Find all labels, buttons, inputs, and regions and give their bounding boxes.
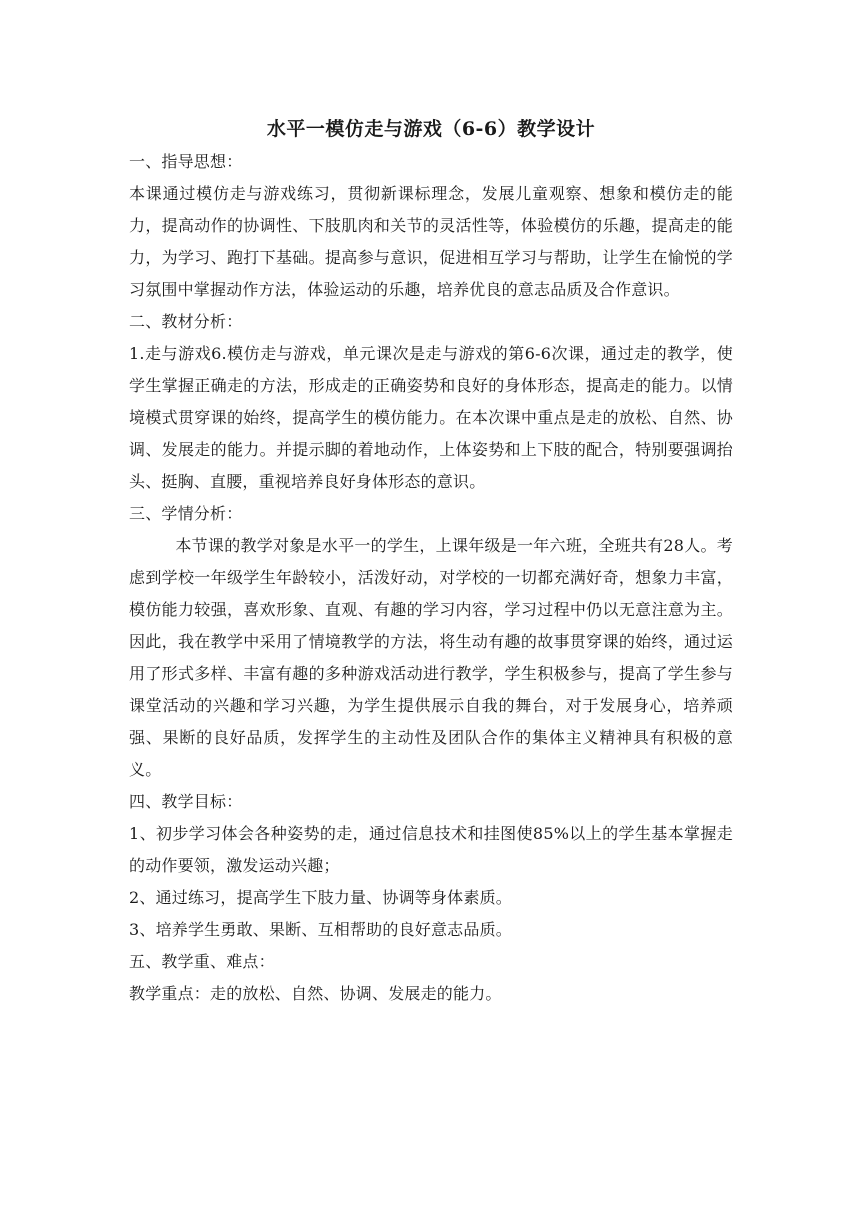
paragraph-student-analysis: 本节课的教学对象是水平一的学生，上课年级是一年六班，全班共有28人。考虑到学校一年级学生年龄较小，活泼好动，对学校的一切都充满好奇，想象力丰富，模仿能力较强，喜欢形象、直观、有趣的学习内容，学习过程中仍以无意注意为主。因此，我在教学中采用了情境教学的方法，将生动有趣的故事贯穿课的始终，通过运用了形式多样、丰富有趣的多种游戏活动进行教学，学生积极参与，提高了学生参与课堂活动的兴趣和学习兴趣，为学生提供展示自我的舞台，对于发展身心，培养顽强、果断的良好品质，发挥学生的主动性及团队合作的集体主义精神具有积极的意义。: [129, 536, 733, 779]
section-heading-student-analysis: 三、学情分析：: [129, 504, 243, 523]
paragraph-key-point: 教学重点：走的放松、自然、协调、发展走的能力。: [129, 984, 502, 1003]
goal-item-2: 2、通过练习，提高学生下肢力量、协调等身体素质。: [129, 888, 512, 907]
section-heading-teaching-goals: 四、教学目标：: [129, 792, 243, 811]
document-title: 水平一模仿走与游戏（6-6）教学设计: [266, 118, 596, 140]
section-heading-guiding-ideology: 一、指导思想：: [129, 152, 243, 171]
section-heading-key-points: 五、教学重、难点：: [129, 952, 275, 971]
goal-item-1: 1、初步学习体会各种姿势的走，通过信息技术和挂图使85%以上的学生基本掌握走的动作要领，激发运动兴趣；: [129, 824, 733, 875]
paragraph-material-analysis: 1.走与游戏6.模仿走与游戏，单元课次是走与游戏的第6-6次课，通过走的教学，使学生掌握正确走的方法，形成走的正确姿势和良好的身体形态，提高走的能力。以情境模式贯穿课的始终，提高学生的模仿能力。在本次课中重点是走的放松、自然、协调、发展走的能力。并提示脚的着地动作，上体姿势和上下肢的配合，特别要强调抬头、挺胸、直腰，重视培养良好身体形态的意识。: [129, 344, 733, 491]
section-heading-material-analysis: 二、教材分析：: [129, 312, 243, 331]
document-page: [129, 112, 733, 1010]
paragraph-guiding-ideology: 本课通过模仿走与游戏练习，贯彻新课标理念，发展儿童观察、想象和模仿走的能力，提高动作的协调性、下肢肌肉和关节的灵活性等，体验模仿的乐趣，提高走的能力，为学习、跑打下基础。提高参与意识，促进相互学习与帮助，让学生在愉悦的学习氛围中掌握动作方法，体验运动的乐趣，培养优良的意志品质及合作意识。: [129, 184, 733, 299]
goal-item-3: 3、培养学生勇敢、果断、互相帮助的良好意志品质。: [129, 920, 512, 939]
